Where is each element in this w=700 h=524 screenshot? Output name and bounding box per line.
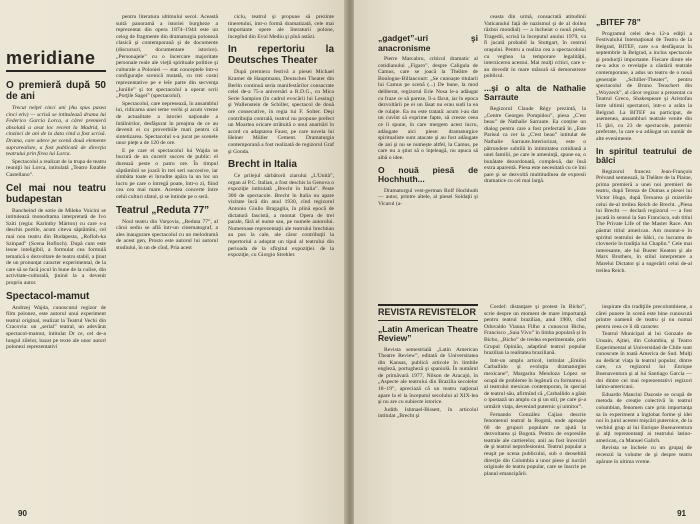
article-heading: Brecht in Italia [228, 159, 297, 171]
article-heading: Cel mai nou teatru budapestan [6, 182, 106, 205]
left-column-3 [228, 14, 334, 260]
article-paragraph: Noul teatru din Varșovia, „Reduta 77”, al cărui sediu se află într-un cinematograf, a ales inaugurare spectacolul cu un melodramă de acest gen, Prosto este autorul lui autorul studiului, în un de cînd, Pria acest [116, 218, 218, 251]
article-paragraph: După premiera festivă a piesei Michael Kramer de Hauptmann, Deutsches Theater din Berlin continuă seria manifestărilor consacrate celei de-a 75-a aniversări a R.D.G., cu Mica Serie Sampion (în cadrul evocării lui Lessing) şi Wallenstein de Schiller, spectacol de două ore consecutive, în regia lui F. Solter. Deşi contribuţia contrală, teatrul nu propune prefect un Moartea oricare strătuită o unui anaritări în acord cu adaptarea Faust, pe care nuvela lui Heiner Müller Cement. Dramaturgia contemporană a fost realizată de regizorul Graf şi Gonda. [228, 69, 334, 155]
rubric-heading: REVISTA REVISTELOR [378, 304, 478, 321]
article-paragraph: Fernando González Cajiao descrie fenomenul teatral la Bogotá, unde aproape 60 de grupuri populare ne ajută la dezvoltarea şi Bogotá. Pentru de expresiile teatrale ale cartierelor, anii au fost încercări de şi teatrul neprofesionist. Teatrul popular a reuşit pe scena publicului, sub o deosebită direcţie din Columbia a unor piese şi lucrări originale de teatru popular, care se înscrie pe planul emancipării. [484, 411, 586, 477]
article-paragraph: E pe care el spectacolul lui Wajda se bucură de un cucerit succes de public: el durează peste o patru ore. În timpul săptămînii se joacă în trei seri succesive, iar sîmbăta toate ei înrudite apăra la un loc un lucru pe care o întregă poate, într-o zi, fiind cea cea mai mare. Acestea concerte între cehii culturi sfatul, și se întinde pe o seră. [116, 147, 218, 201]
left-column-1 [6, 76, 106, 352]
review-block-col-1 [378, 300, 478, 421]
article-paragraph: Trecut neiţel cinci ani (Au spus pasea cinci etiv) — scrisă se intitulează drama lui Federico Garcia Lorca, a cărei premieră absolută a avut loc recent la Madrid, la cinzinci de ani de la data cind a fost scrisă. Drama, care adece pe scenă două elemente suprarealiste, a fost publicată de direcţia teatrului prin firea lui Lorca. [6, 105, 106, 158]
article-paragraph: Teatrul Municipal al lui Gonzalo de Unsain, Ajtiei, din Columbia, şi Teatro Experimental al Universidad de Chile sunt cunoscute în toată America de Sud. Mulţi au dedicat viaţa la teatrul popular, dintre care, ca regizorul lui Enrique Buenaventura şi al lui Santiago García — doi dintre cei mai reprezentativi regizori latino-americani. [596, 331, 692, 391]
article-paragraph: Revista se încheie cu un grupaj de recenzii la volume de şi despre teatru apărute în ultima vreme. [596, 445, 692, 465]
page-number-left: 90 [18, 509, 27, 518]
right-column-1 [378, 30, 478, 208]
article-paragraph: Regizorul Claude Régy prezintă, la „Centre Georges Pompidou”, piesa „C'est beau” de Nathalie Sarraute. Ea conține un dialog pentru care a fost prefectată în „Este Parisul ca cer la „C'est beau” intitulat de Nathalie Sarraute.Interiorizat, este o pătrundere subtilă în intimitatea cotidiană a unei familii, pe care le ameninţă, spune ea, o bunătate dezordonată, complexă, dar însă extra aparentă. Piesa este necesitată cu ce îmi pare şi se dezvoltă multitudinea de expresii dramatice cu cel mai largă. [484, 105, 586, 185]
article-heading: Spectacol-mamut [6, 290, 90, 302]
article-paragraph: Programul celei de-a 12-a ediţii a Festivalului Internaţional de Teatru de la Belgrad, BITEF, care s-a desfăşurat în septembrie la Belgrad, a inclus spectacole şi producţii importante. Fiecare dintre ele ne-a adus o revelaţie a căutării teatrale contemporane, a adus un teatru de o nouă generaţie „Schiller-Theater”, pentru spectacolul de Bruno Tenschert din „Woyzeck”, al căror regizor a prezentat ca Teatrul Greco, Shakespeare şi Aristofan între ultimii spectatori, intr-o a arăta la Belgrad. La BITEF au participat, de asemenea, ansambluri teatrale venite din 15 ţări, cu 23 de spectacole, puternic preferate, la care s-a adăugat un număr de alte evenimente. [596, 30, 692, 142]
review-block-col-2 [484, 304, 586, 478]
article-heading: „Latin American Theatre Review” [378, 323, 478, 343]
article-heading: „gadget”-uri şi anacronisme [378, 33, 478, 53]
article-paragraph: Cordel: distanţare şi protest în Bicho”, scrie despre un moment de mare importanţă pentru teatrul brazilian, anul 1960, cînd Oduvaldo Vianna Filho a cunoscut Bicho, Francisco „Saia Vivo” în limba populară și în Bicho, „Bicho” de tredea experimentale, prin Grupul Opinião, adaptînd teatrul popular brazilian la realitatea braziliană. [484, 304, 586, 357]
article-paragraph: Ce prilejul sărbătorii ziarului „L'Unità”, organ al P.C. Italian, a fost deschis la Genova o expoziţie intitulată „Brecht în Italia”. Peste 300 de spectacole. Brecht în Italia nu apare vizitate încă din anul 1930, cînd regizorul Antonio Giulio Bragaglia, în plină epocă de dictatură fascistă, a montat Opera de trei parale, fără el nume sau, pe numele autorului. Numeroase reprezentaţii ale teatrului brechtian au pus la cale, ale căror contribuţii la repertoriul a adoptat un tipul al teatrului din perioada de la sfîrşitul expoziţiei. de la expoziţie, cu Giorgio Strehler. [228, 173, 334, 259]
article-heading: „BITEF 78” [596, 17, 641, 27]
article-paragraph: inspirate din tradiţiile precolumbiene, a cărei punere în scenă este bine cunoscută printre oamenii de teatru şi nu numai pentru ceea ce îi dă caracter. [596, 304, 692, 330]
review-block-col-3 [596, 304, 692, 466]
article-paragraph: Andrzej Wajda, cunoscutul regizor de film polonez, este autorul unui experiment teatral original, realizat la Teatrul Vechi din Cracovia: un „serial” teatral, un adevărat spectacol-mamut, intitulat Dr ce, cel de-a lungul zilelor, bazat pe texte ale unor autori polonezi reprezentativi [6, 304, 106, 351]
article-heading: In repertoriu la Deutsches Theater [228, 44, 334, 67]
article-paragraph: Spectacolul a realizat de la trupa de teatru reuniţii lui Lorca, intitulată „Teatro Estable Castellano”. [6, 158, 106, 178]
right-column-2 [484, 14, 586, 186]
right-column-3 [596, 14, 692, 275]
article-heading: ...şi o alta de Nathalie Sarraute [484, 82, 586, 103]
article-heading: O premieră după 50 de ani [6, 80, 106, 102]
article-paragraph: Intr-un amplu articol, intitulat „Emilio Carballido și evoluţia dramaturgiei mexicane”, Margarita Mendoza López se ocupă de probleme în legătură cu formarea și al teatrului mexican contemporan, în special de teatrul său, afirmînd că „Carballido a găsit o ipostază un amplu ca şi un stil, pe care şi-a urmărit viaţa, devenind puternic şi uimitor”. [484, 357, 586, 410]
article-heading: Teatrul „Reduta 77” [116, 204, 210, 216]
article-paragraph: Pierre Marcabru, criticul dramatic al cotidianului „Figaro”, despre Caligula de Camus, care se joacă la Théâtre de Boulogne-Billancourt: „Se cunoaște titularii lui Camus pe scenă (...) De bune, la mod deliberat, regizorul Erie Nosa le-a adăugat cu fraze ce să pareze, îi-a făcut, iar în epoca dezvoltării pe ei un lăsat nu erau sudi la ea de rulajte. Ea nu este tratată: acum l-au dat un cuvînt să exprime fapte, să creeze ceea ce îi spune, în care mergem acest lucru, adăugate aici piese: dramaturgice spiritualiste sunt atacate şi au fost adăugate de ani şi nu se numește altfel, la Camus, pe care nu a ştiut să o înţeleagă, nu apuca să aibă o idee. [378, 56, 478, 161]
article-paragraph: ceasta din urmă, consacrată atitudinii Vaticanului față de nazismul şi de al doilea război mondial) — a încheiat o nouă piesă, Tragedii, scrisă la începutul anului 1979, va fi jucată probabil la Stuttgart, în centrul oraşului. Pentru a realiza cea a spectacolului cu veghea la temporare legalităţii, interzicerea acestui. Mai mulţi critici, care s-au dovedit în mare măsură să demonstreze publicul. [484, 14, 586, 80]
article-paragraph: Dramaturgul vest-german Rolf Hochhuth — autor, printre altele, al piesei Soldaţii şi Vicarul (a- [378, 187, 478, 207]
article-paragraph: ciclu, teatrul şi propune să prezinte tineretului, intr-o formă dramatizată, cele mai importante opere ale literaturii polone, începînd din Evul Mediu şi pînă astăzi. [228, 14, 334, 40]
article-heading: O nouă piesă de Hochhuth... [378, 164, 478, 184]
left-column-2 [116, 14, 218, 253]
section-title: meridiane [6, 48, 96, 68]
article-paragraph: Bancheind de sotie de Mileko Voicini se intitulează monodrama interpretată de Ivo Sziti (regia: Karinthy Márton) cu care s-a deschis portile, acum citeva săptămîni, cel mai nou teatru din Budapesta, „Rofloh-ka Színpad” (Scena Rofloch). După cum este lesne inteligibil, a formulat cea formulă tematică o dezvoltare de teatru stabil, a ţinut de un pronunţat caracter experimental, de la care să se facă jocul în bune de la culise, din activitate-culturală, ţinind la a devenit propriu autor. [6, 207, 106, 287]
article-paragraph: Eduardo Mancini Dazosie se ocupă de metoda de creaţie colectivă în teatrul columbian, fenomen care prin importanţa sa în experiment a înglobat forme şi idei noi în jurul acestei mişcări puternice, de la vechiul grup al lui Enrique Buenaventura şi alţi reprezentanţi ai teatrului latino-american, ca Manuel Galich. [596, 391, 692, 444]
article-heading: In spiritul teatrului de bâlci [596, 145, 692, 166]
article-paragraph: pentru literatura ultimului secol. Această suită panoramă a istoriei burgheze a reprezentat din opera 1874–1944 este un celog de fragmente din dramaturgia poloneză clasică şi contemporană şi de documente (discursuri, documentare istorice). „Personajele” cu o încercare majoritate personale reale ale vieţii spirituale politice şi culturale a Poloniei — stat conceptele într-o configuraţie scenică mutată, cu trei cosni reprezentative pe e leîe parte din secvenţa „Iunilie” şi tot spectacolul a operat scrii „Porţile Sagei” (spectacolul). [116, 14, 218, 100]
page-number-right: 91 [677, 509, 686, 518]
article-paragraph: Regizorul francez Jean-François Prévand semnează, la Théâtre de la Plaine, prima premieră a unei noi premieri de teatru, după Tereza de Dumas a piesei lui Victor Hugo, după Teroarea şi mizeriile celui de-al treilea Reich de Brecht. „Piesa lui Brecht — declară regizorul — a fost jucată în sensul la San Francisco, sub titlul The Private Life of the Master Race. Am păstrat titlul american. Am montat-o în spiritul teatrului de bâlci, cu lucrarea de clovnerie în tradiţia lui Chaplin.” Cele mai interesante, ale lui Buster Keaton şi ale Marx Brothers, în stilul interpretare a Marelui Dictator şi a sugerării celui de-al treilea Reich. [596, 168, 692, 274]
right-page [354, 0, 700, 524]
title-rule [6, 70, 106, 72]
article-paragraph: Revista semestrială „Latin American Theatre Review”, editată de Universitatea din Kansas, publică articole în limbile engleză, portugheză şi spaniolă. În numărul de primăvară 1977, Nilson de Aracajú, în „Aspecte ale teatrului din Brazilia secolelor 18–19”, apreciază că un teatru naţional apare la el la începutul secolului al XIX-lea şi nu are cu subiecte istorice. [378, 346, 478, 406]
left-page [0, 0, 346, 524]
article-paragraph: Spectacolul, care nepresează, în ansamblul lui, ridicarea unei teme vechi şi acum vreme de actualitate a istoriei naţionale a întâlnirilor, desfăşurat în preajma de ce au devenit ei cu proverbiile mari pentru că sintetizarea. Spectacolul s-a jucat pe scenele unor pieţe a de 120 de ore. [116, 100, 218, 147]
article-paragraph: Judith Ishmael-Bissett, în articolul intitulat „Brecht şi [378, 406, 478, 420]
